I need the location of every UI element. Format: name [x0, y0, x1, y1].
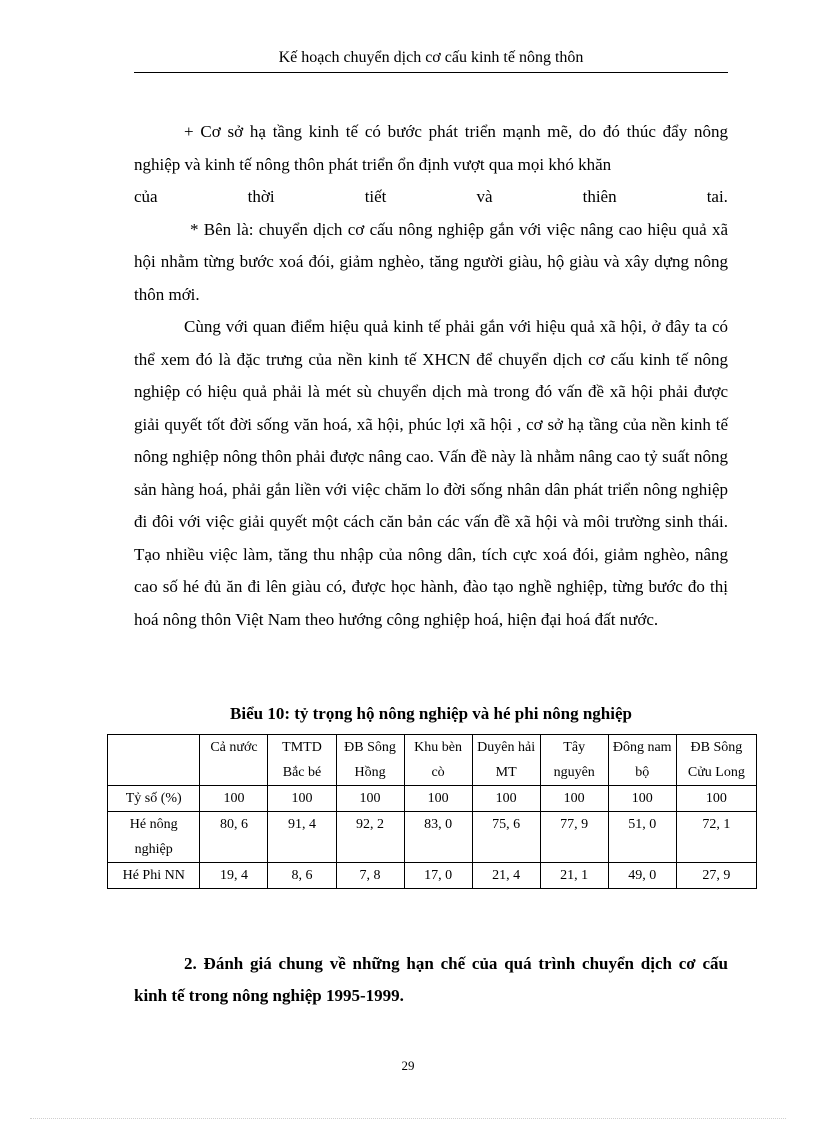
table-cell: 100	[608, 786, 676, 812]
word: thời	[247, 187, 275, 206]
row-label: Tỷ số (%)	[108, 786, 200, 812]
table-cell: 80, 6	[200, 812, 268, 863]
table-cell: 100	[472, 786, 540, 812]
table-cell: 21, 1	[540, 863, 608, 889]
table-cell: 83, 0	[404, 812, 472, 863]
header-cell: ĐB Sông Hồng	[336, 735, 404, 786]
header-cell: TMTD Bắc bé	[268, 735, 336, 786]
table-cell: 100	[404, 786, 472, 812]
table-row	[108, 812, 757, 863]
header-cell: Cả nước	[200, 735, 268, 786]
table-cell: 100	[268, 786, 336, 812]
word: tai.	[706, 187, 728, 206]
page-bottom-divider	[30, 1118, 786, 1119]
table-cell: 21, 4	[472, 863, 540, 889]
table-cell: 100	[336, 786, 404, 812]
table-row	[108, 786, 757, 812]
paragraph-infrastructure-last-line	[134, 181, 728, 214]
table-row	[108, 863, 757, 889]
table-cell: 100	[676, 786, 756, 812]
table-cell: 17, 0	[404, 863, 472, 889]
table-header-row	[108, 735, 757, 786]
header-cell	[108, 735, 200, 786]
page-number: 29	[401, 1058, 415, 1073]
table-cell: 19, 4	[200, 863, 268, 889]
table-cell: 75, 6	[472, 812, 540, 863]
paragraph-economic-viewpoint: Cùng với quan điểm hiệu quả kinh tế phải gắn với hiệu quả xã hội, ở đây ta có thể xem đó là đặc trưng của nền kinh tế XHCN để chuyển dịch cơ cấu kinh tế nông nghiệp có hiệu quả phải là mét sù chuyển dịch mà trong đó vấn đề xã hội phải được giải quyết tốt đời sống văn hoá, xã hội, phúc lợi xã hội , cơ sở hạ tầng của nền kinh tế nông nghiệp nông thôn phải được nâng cao. Vấn đề này là nhằm nâng cao tỷ suất nông sản hàng hoá, phải gắn liền với việc chăm lo đời sống nhân dân phát triển nông nghiệp đi đôi với việc giải quyết một cách căn bản các vấn đề xã hội và môi trường sinh thái. Tạo nhiều việc làm, tăng thu nhập của nông dân, tích cực xoá đói, giảm nghèo, nâng cao số hé đủ ăn đi lên giàu có, được học hành, đào tạo nghề nghiệp, từng bước đo thị hoá nông thôn Việt Nam theo hướng công nghiệp hoá, hiện đại hoá đất nước.	[134, 317, 728, 629]
header-cell: Khu bèn cò	[404, 735, 472, 786]
row-label: Hé Phi NN	[108, 863, 200, 889]
household-share-table	[107, 734, 757, 889]
header-cell: Duyên hải MT	[472, 735, 540, 786]
table-cell: 8, 6	[268, 863, 336, 889]
table-cell: 91, 4	[268, 812, 336, 863]
section-heading-text: 2. Đánh giá chung về những hạn chế của quá trình chuyển dịch cơ cấu kinh tế trong nông nghiệp 1995-1999.	[134, 954, 728, 1005]
table-cell: 92, 2	[336, 812, 404, 863]
table-title: Biểu 10: tỷ trọng hộ nông nghiệp và hé phi nông nghiệp	[230, 704, 632, 723]
table-cell: 7, 8	[336, 863, 404, 889]
body-text	[134, 116, 728, 636]
word: của	[134, 187, 158, 206]
header-title: Kế hoạch chuyển dịch cơ cấu kinh tế nông thôn	[278, 49, 584, 66]
table-cell: 72, 1	[676, 812, 756, 863]
table-cell: 49, 0	[608, 863, 676, 889]
table-cell: 77, 9	[540, 812, 608, 863]
paragraph-social-efficiency: * Bên là: chuyển dịch cơ cấu nông nghiệp gắn với việc nâng cao hiệu quả xã hội nhằm từng bước xoá đói, giảm nghèo, tăng người giàu, hộ giàu và xây dựng nông thôn mới.	[134, 219, 728, 304]
page-header	[134, 48, 728, 73]
section-heading	[134, 948, 728, 1012]
row-label: Hé nông nghiệp	[108, 812, 200, 863]
header-cell: ĐB Sông Cửu Long	[676, 735, 756, 786]
table-cell: 100	[200, 786, 268, 812]
table-cell: 27, 9	[676, 863, 756, 889]
header-cell: Tây nguyên	[540, 735, 608, 786]
table-cell: 100	[540, 786, 608, 812]
word: và	[476, 187, 493, 206]
paragraph-infrastructure: + Cơ sở hạ tầng kinh tế có bước phát triển mạnh mẽ, do đó thúc đẩy nông nghiệp và kinh tế nông thôn phát triển ổn định vượt qua mọi khó khăn	[134, 122, 728, 174]
table-cell: 51, 0	[608, 812, 676, 863]
header-cell: Đông nam bộ	[608, 735, 676, 786]
word: thiên	[582, 187, 617, 206]
word: tiết	[364, 187, 387, 206]
